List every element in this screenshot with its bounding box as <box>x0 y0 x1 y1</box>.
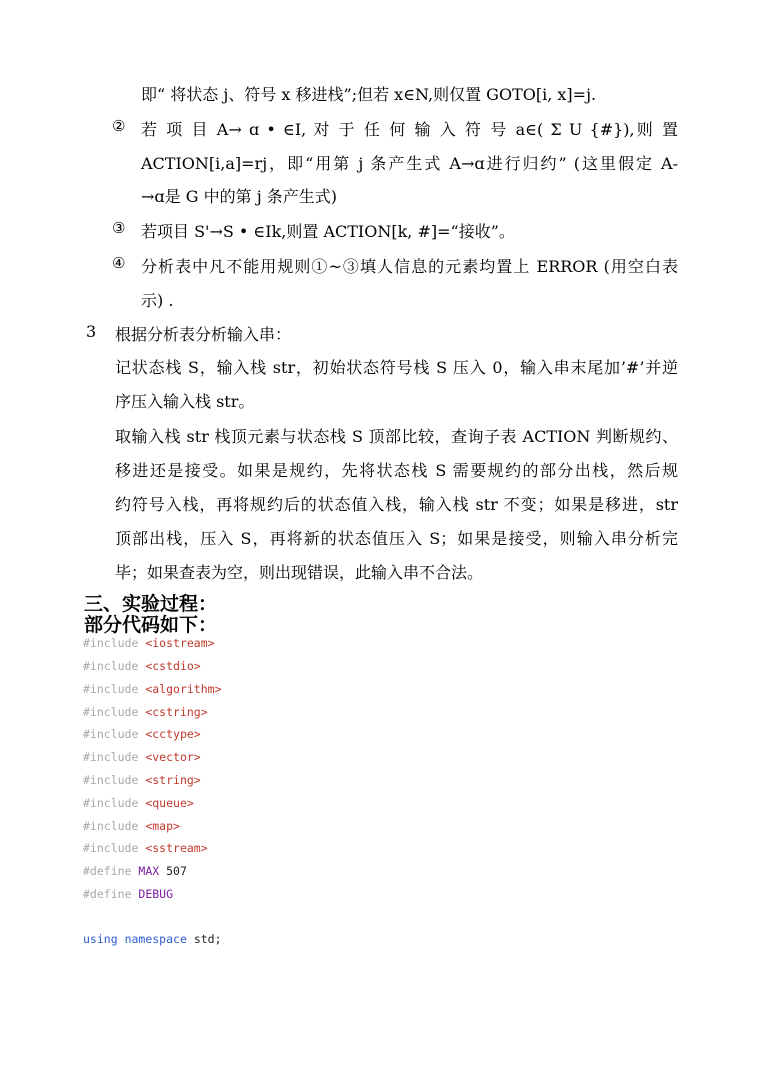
text-line: 若 项 目 A→ ɑ • ∈I, 对 于 任 何 输 入 符 号 a∈( Σ U {#}),则 置 <box>141 120 678 139</box>
code-line <box>83 887 173 901</box>
code-keyword: using <box>83 932 118 946</box>
code-line <box>83 796 194 810</box>
code-identifier: std; <box>193 932 222 946</box>
code-directive: #define <box>83 887 132 901</box>
code-line <box>83 682 222 696</box>
text-line: 示) . <box>141 291 174 310</box>
code-include-target: <sstream> <box>145 841 208 855</box>
code-line <box>83 773 201 787</box>
text-line: →ɑ是 G 中的第 j 条产生式) <box>141 187 337 206</box>
code-directive: #include <box>83 682 139 696</box>
code-line <box>83 636 215 650</box>
code-line <box>83 819 180 833</box>
code-directive: #include <box>83 636 139 650</box>
text-line: 顶部出栈，压入 S，再将新的状态值压入 S；如果是接受，则输入串分析完 <box>115 529 678 548</box>
code-keyword: namespace <box>124 932 187 946</box>
text-line: 约符号入栈，再将规约后的状态值入栈，输入栈 str 不变；如果是移进，str <box>115 495 678 514</box>
code-include-target: <cstdio> <box>145 659 201 673</box>
text-line: ACTION[i,a]=rj，即“用第 j 条产生式 A→ɑ进行归约” (这里假定 A- <box>141 154 678 173</box>
code-directive: #include <box>83 727 139 741</box>
text-line: 毕；如果查表为空，则出现错误，此输入串不合法。 <box>115 563 484 582</box>
text-line: 取输入栈 str 栈顶元素与状态栈 S 顶部比较，查询子表 ACTION 判断规约、 <box>115 427 678 446</box>
code-include-target: <iostream> <box>145 636 215 650</box>
text-line: 分析表中凡不能用规则①~③填人信息的元素均置上 ERROR (用空白表 <box>141 257 678 276</box>
code-directive: #include <box>83 841 139 855</box>
code-line <box>83 659 201 673</box>
section-heading: 三、实验过程： <box>84 593 218 615</box>
item-number-2: ② <box>112 117 126 135</box>
code-macro-value: 507 <box>166 864 187 878</box>
code-line <box>83 705 208 719</box>
code-include-target: <algorithm> <box>145 682 222 696</box>
code-line <box>83 750 201 764</box>
code-include-target: <cstring> <box>145 705 208 719</box>
code-macro-name: MAX <box>138 864 160 878</box>
code-line <box>83 932 222 946</box>
code-directive: #include <box>83 705 139 719</box>
code-include-target: <vector> <box>145 750 201 764</box>
code-directive: #include <box>83 750 139 764</box>
item-number-4: ④ <box>112 254 126 272</box>
code-directive: #include <box>83 796 139 810</box>
text-line: 即“ 将状态 j、符号 x 移进栈”;但若 x∈N,则仅置 GOTO[i, x]=j. <box>141 85 597 104</box>
text-line: 记状态栈 S，输入栈 str，初始状态符号栈 S 压入 0，输入串末尾加’#’并逆 <box>115 358 678 377</box>
code-include-target: <map> <box>145 819 180 833</box>
subsection-heading: 部分代码如下： <box>84 614 218 636</box>
text-line: 移进还是接受。如果是规约，先将状态栈 S 需要规约的部分出栈，然后规 <box>115 461 678 480</box>
text-line: 序压入输入栈 str。 <box>115 392 255 411</box>
code-directive: #include <box>83 659 139 673</box>
section-title: 根据分析表分析输入串： <box>115 325 292 344</box>
item-number-3: ③ <box>112 219 126 237</box>
code-line <box>83 841 208 855</box>
code-directive: #include <box>83 819 139 833</box>
code-line <box>83 864 187 878</box>
code-include-target: <cctype> <box>145 727 201 741</box>
code-line <box>83 727 201 741</box>
text-line: 若项目 S'→S • ∈Ik,则置 ACTION[k, #]=“接收”。 <box>141 222 515 241</box>
code-directive: #define <box>83 864 132 878</box>
section-number: 3 <box>86 322 97 341</box>
code-macro-name: DEBUG <box>138 887 174 901</box>
code-include-target: <string> <box>145 773 201 787</box>
code-directive: #include <box>83 773 139 787</box>
code-include-target: <queue> <box>145 796 194 810</box>
